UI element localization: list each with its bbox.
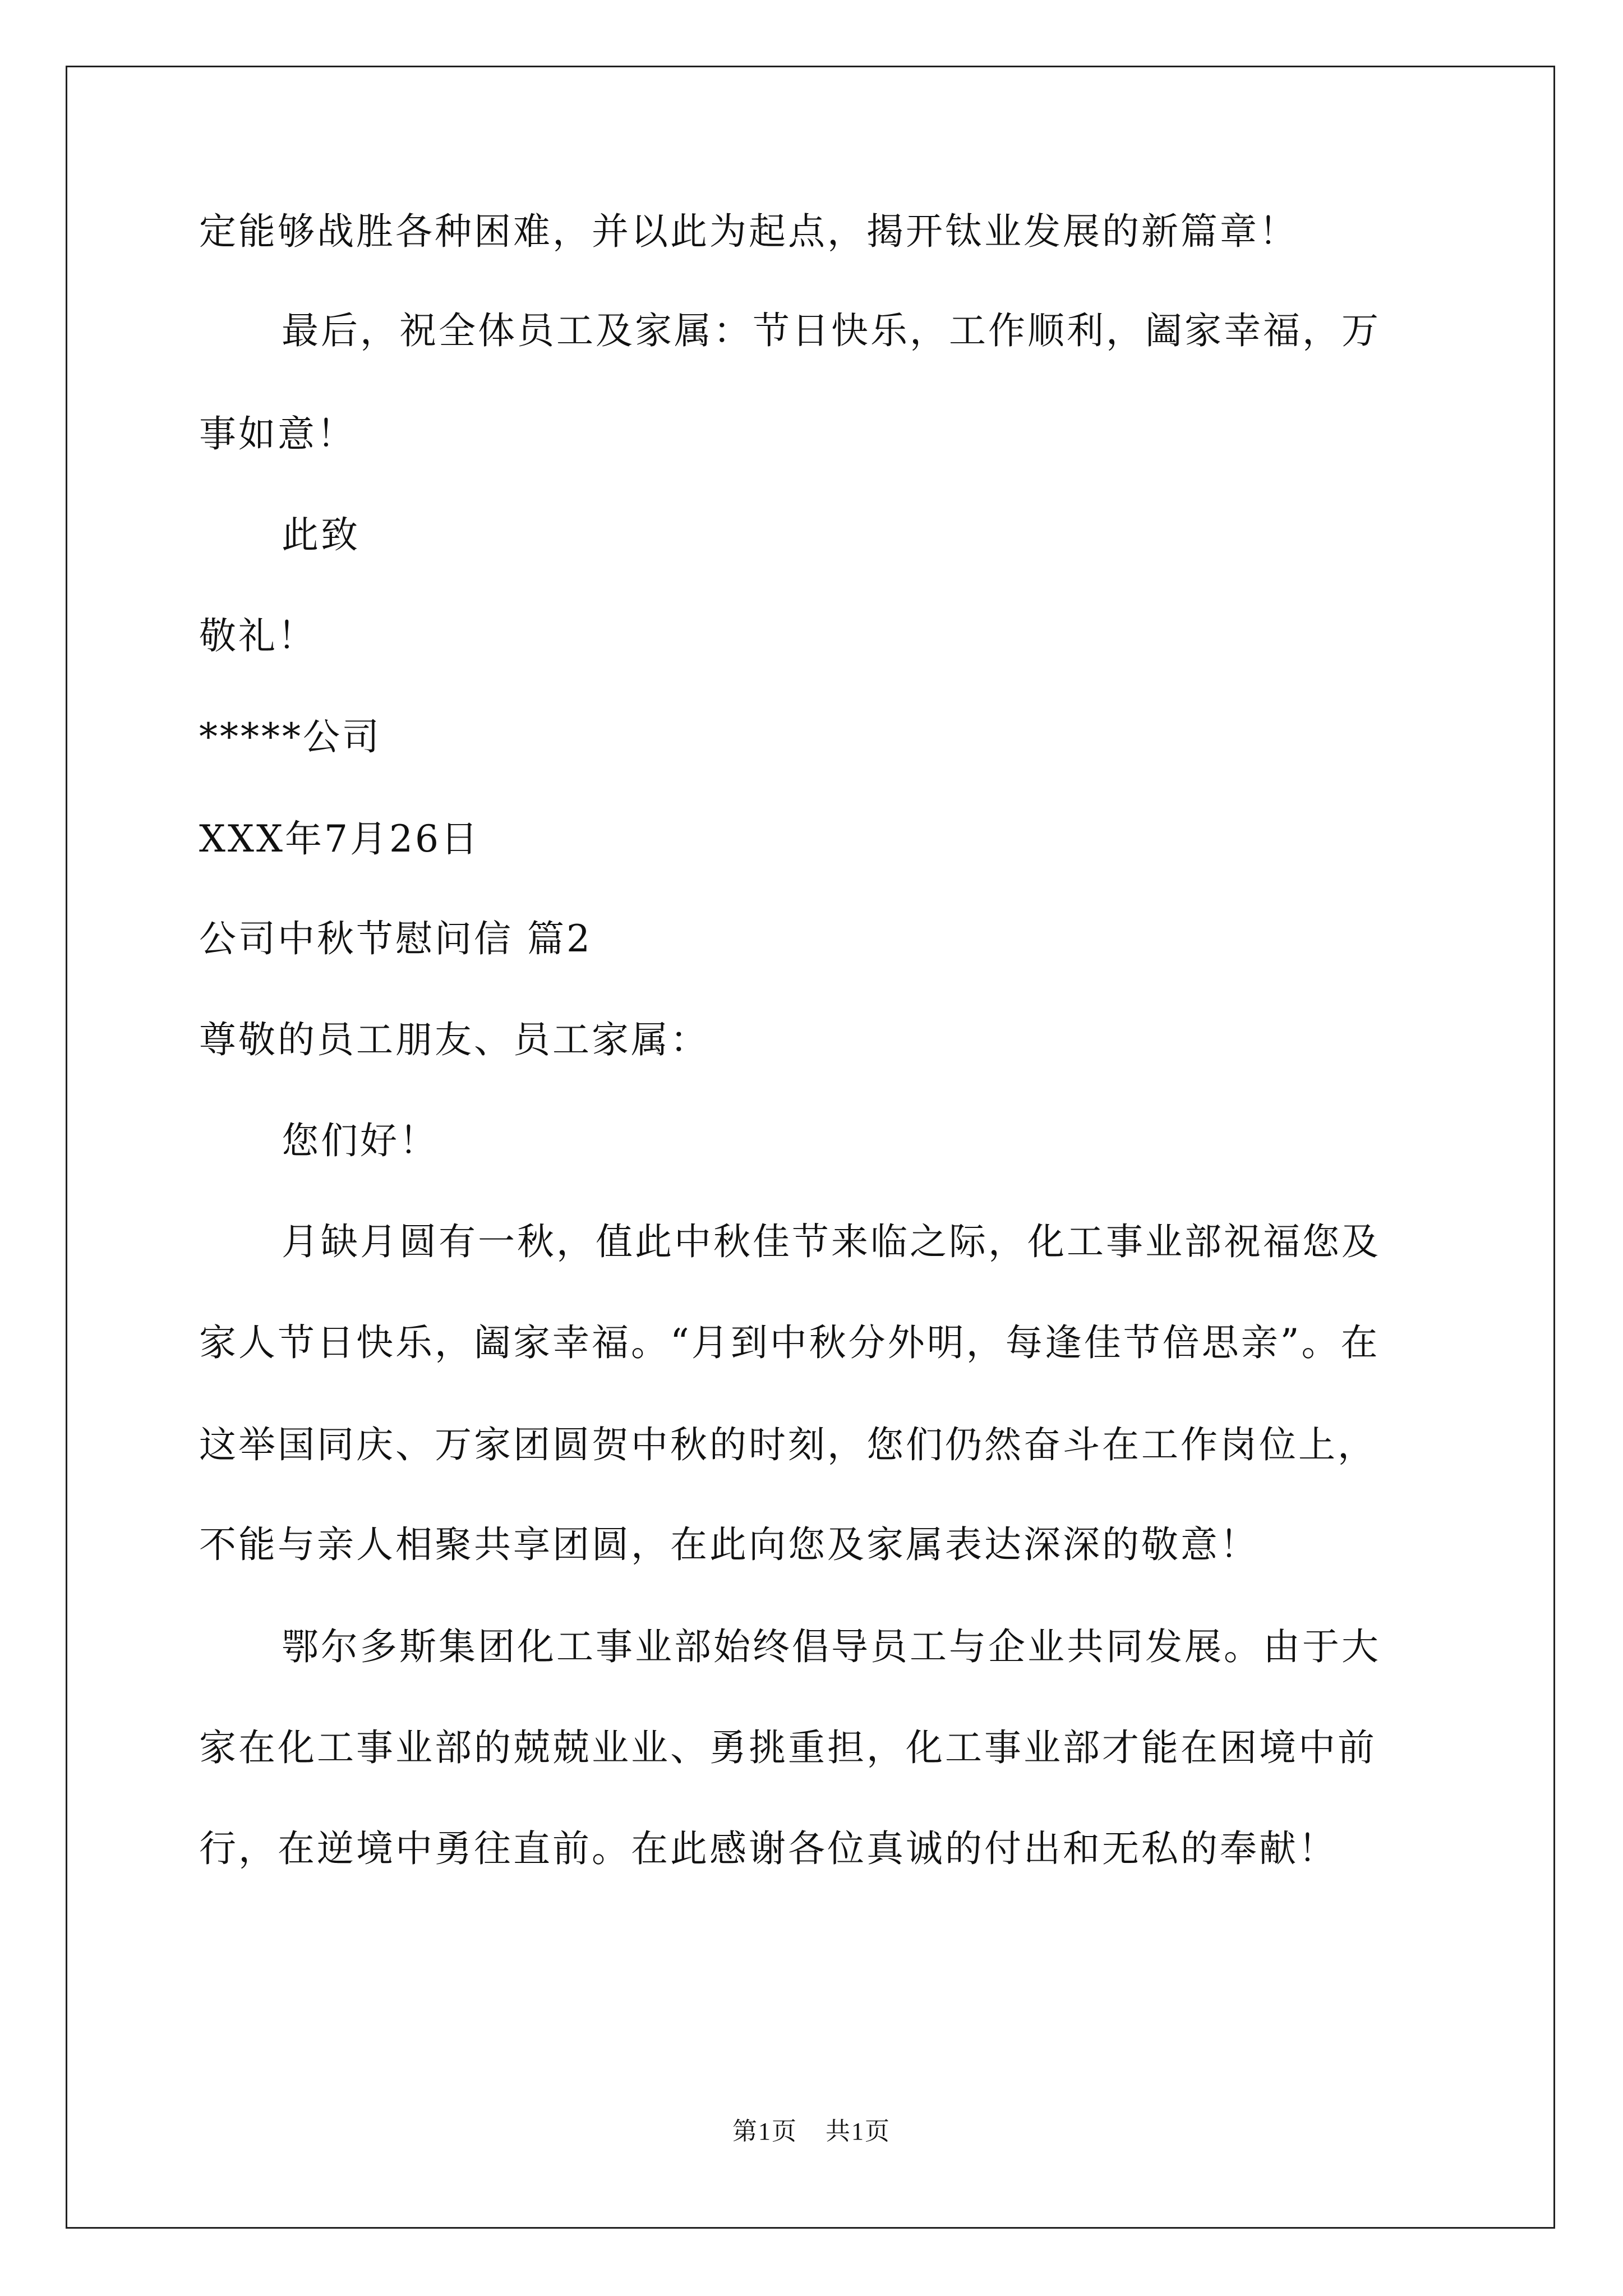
salutation-jingli: 敬礼！	[199, 614, 317, 657]
body-text-line: 定能够战胜各种困难，并以此为起点，揭开钛业发展的新篇章！	[199, 210, 1298, 253]
paragraph-line: 鄂尔多斯集团化工事业部始终倡导员工与企业共同发展。由于大	[282, 1625, 1381, 1668]
paragraph-line: 月缺月圆有一秋，值此中秋佳节来临之际，化工事业部祝福您及	[282, 1220, 1381, 1263]
page-number-total: 共1页	[826, 2118, 891, 2145]
letter-hello: 您们好！	[282, 1119, 439, 1162]
closing-wishes-line: 事如意！	[199, 412, 356, 455]
signature-company: *****公司	[199, 715, 381, 758]
page-number-current: 第1页	[732, 2118, 797, 2145]
closing-wishes-line: 最后，祝全体员工及家属：节日快乐，工作顺利，阖家幸福，万	[282, 309, 1381, 352]
salutation-cizhi: 此致	[282, 513, 360, 556]
signature-date: XXX年7月26日	[199, 817, 480, 861]
paragraph-line: 行，在逆境中勇往直前。在此感谢各位真诚的付出和无私的奉献！	[199, 1827, 1338, 1870]
letter-greeting: 尊敬的员工朋友、员工家属：	[199, 1018, 709, 1061]
paragraph-line: 家在化工事业部的兢兢业业、勇挑重担，化工事业部才能在困境中前	[199, 1726, 1377, 1769]
paragraph-line: 家人节日快乐，阖家幸福。“月到中秋分外明，每逢佳节倍思亲”。在	[199, 1321, 1380, 1364]
paragraph-line: 这举国同庆、万家团圆贺中秋的时刻，您们仍然奋斗在工作岗位上，	[199, 1423, 1377, 1466]
paragraph-line: 不能与亲人相聚共享团圆，在此向您及家属表达深深的敬意！	[199, 1523, 1259, 1566]
section-title: 公司中秋节慰问信 篇2	[199, 917, 592, 960]
page-footer	[0, 2116, 1623, 2147]
